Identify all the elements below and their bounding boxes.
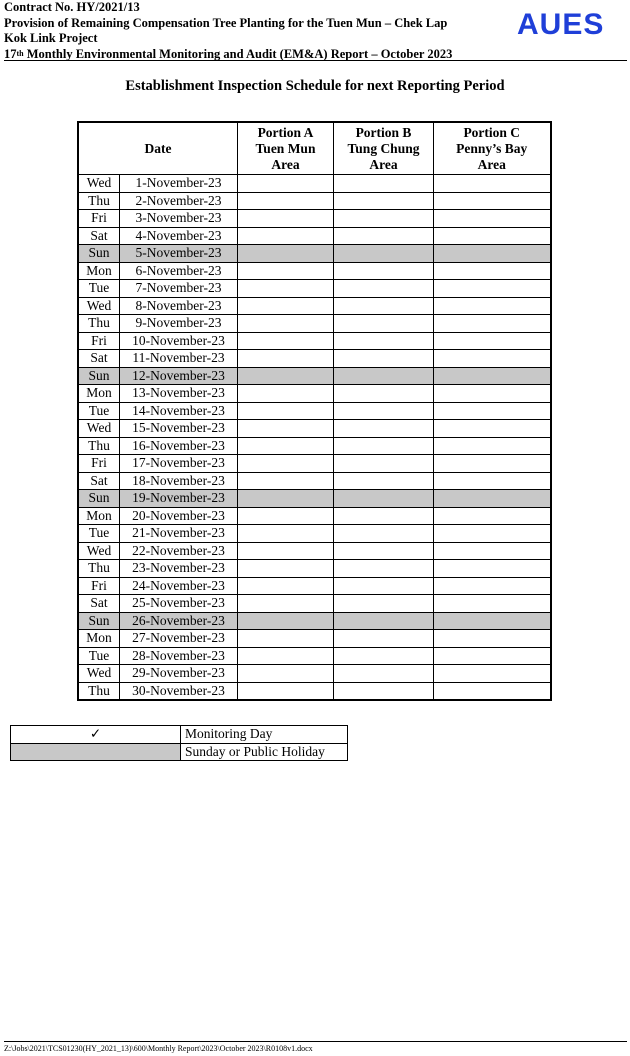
portion-b-cell xyxy=(334,665,434,683)
day-cell: Fri xyxy=(78,577,120,595)
portion-c-cell xyxy=(434,367,551,385)
portion-c-cell xyxy=(434,175,551,193)
table-row xyxy=(78,245,551,263)
table-row xyxy=(78,280,551,298)
table-row xyxy=(78,420,551,438)
portion-b-cell xyxy=(334,420,434,438)
portion-a-cell xyxy=(238,647,334,665)
date-cell: 12-November-23 xyxy=(120,367,238,385)
portion-c-cell xyxy=(434,437,551,455)
inspection-schedule-table xyxy=(77,121,552,701)
portion-c-cell xyxy=(434,262,551,280)
portion-b-header-line: Area xyxy=(369,156,398,172)
day-cell: Tue xyxy=(78,280,120,298)
table-row xyxy=(78,192,551,210)
legend-row-holiday xyxy=(11,743,348,761)
portion-b-cell xyxy=(334,647,434,665)
page-title: Establishment Inspection Schedule for next Reporting Period xyxy=(125,78,505,94)
portion-a-cell xyxy=(238,280,334,298)
portion-a-cell xyxy=(238,262,334,280)
portion-a-cell xyxy=(238,210,334,228)
legend-holiday-label: Sunday or Public Holiday xyxy=(181,743,348,761)
portion-b-cell xyxy=(334,245,434,263)
table-row xyxy=(78,577,551,595)
table-row xyxy=(78,630,551,648)
date-cell: 4-November-23 xyxy=(120,227,238,245)
report-number: 17 xyxy=(4,46,17,61)
table-row xyxy=(78,402,551,420)
portion-b-cell xyxy=(334,332,434,350)
table-row xyxy=(78,262,551,280)
day-cell: Sat xyxy=(78,227,120,245)
portion-a-cell xyxy=(238,472,334,490)
portion-a-header-line: Area xyxy=(271,156,300,172)
portion-b-cell xyxy=(334,227,434,245)
portion-c-header xyxy=(434,122,551,175)
portion-b-cell xyxy=(334,402,434,420)
day-cell: Wed xyxy=(78,420,120,438)
portion-a-cell xyxy=(238,402,334,420)
day-cell: Sun xyxy=(78,612,120,630)
file-path-footer: Z:\Jobs\2021\TCS01230(HY_2021_13)\600\Monthly Report\2023\October 2023\R0108v1.docx xyxy=(4,1044,313,1053)
report-number-suffix: th xyxy=(16,48,24,58)
day-cell: Wed xyxy=(78,175,120,193)
day-cell: Thu xyxy=(78,560,120,578)
table-row xyxy=(78,595,551,613)
portion-a-cell xyxy=(238,315,334,333)
portion-b-cell xyxy=(334,577,434,595)
portion-b-cell xyxy=(334,192,434,210)
table-row xyxy=(78,490,551,508)
portion-b-cell xyxy=(334,630,434,648)
day-cell: Thu xyxy=(78,192,120,210)
date-cell: 2-November-23 xyxy=(120,192,238,210)
date-cell: 9-November-23 xyxy=(120,315,238,333)
portion-b-cell xyxy=(334,437,434,455)
table-row xyxy=(78,175,551,193)
date-cell: 16-November-23 xyxy=(120,437,238,455)
portion-a-cell xyxy=(238,367,334,385)
portion-c-cell xyxy=(434,647,551,665)
day-cell: Mon xyxy=(78,262,120,280)
day-cell: Sat xyxy=(78,595,120,613)
portion-c-header-line: Penny’s Bay xyxy=(456,140,528,156)
day-cell: Sat xyxy=(78,350,120,368)
date-cell: 1-November-23 xyxy=(120,175,238,193)
day-cell: Fri xyxy=(78,455,120,473)
table-row xyxy=(78,315,551,333)
date-cell: 3-November-23 xyxy=(120,210,238,228)
day-cell: Fri xyxy=(78,210,120,228)
date-cell: 13-November-23 xyxy=(120,385,238,403)
portion-a-header-line: Tuen Mun xyxy=(255,140,316,156)
table-row xyxy=(78,560,551,578)
date-cell: 28-November-23 xyxy=(120,647,238,665)
table-row xyxy=(78,682,551,700)
date-cell: 29-November-23 xyxy=(120,665,238,683)
portion-a-cell xyxy=(238,542,334,560)
portion-b-cell xyxy=(334,490,434,508)
portion-a-cell xyxy=(238,595,334,613)
portion-c-cell xyxy=(434,245,551,263)
project-title-line-1: Provision of Remaining Compensation Tree Planting for the Tuen Mun – Chek Lap xyxy=(4,15,448,30)
portion-c-cell xyxy=(434,280,551,298)
table-row xyxy=(78,367,551,385)
portion-b-cell xyxy=(334,560,434,578)
portion-a-cell xyxy=(238,560,334,578)
portion-a-header xyxy=(238,122,334,175)
portion-b-header-line: Portion B xyxy=(355,124,412,140)
portion-a-cell xyxy=(238,297,334,315)
portion-b-cell xyxy=(334,472,434,490)
portion-b-cell xyxy=(334,595,434,613)
portion-c-cell xyxy=(434,385,551,403)
portion-a-cell xyxy=(238,630,334,648)
portion-a-cell xyxy=(238,227,334,245)
table-row xyxy=(78,437,551,455)
portion-c-cell xyxy=(434,507,551,525)
portion-c-cell xyxy=(434,210,551,228)
table-row xyxy=(78,297,551,315)
portion-a-cell xyxy=(238,612,334,630)
portion-a-cell xyxy=(238,525,334,543)
table-row xyxy=(78,210,551,228)
date-cell: 10-November-23 xyxy=(120,332,238,350)
table-row xyxy=(78,332,551,350)
holiday-swatch xyxy=(11,743,181,761)
portion-a-cell xyxy=(238,490,334,508)
date-cell: 8-November-23 xyxy=(120,297,238,315)
table-row xyxy=(78,507,551,525)
legend-table xyxy=(10,725,348,761)
portion-b-cell xyxy=(334,367,434,385)
portion-c-cell xyxy=(434,332,551,350)
table-row xyxy=(78,647,551,665)
portion-b-cell xyxy=(334,385,434,403)
portion-c-header-line: Area xyxy=(477,156,506,172)
portion-b-cell xyxy=(334,612,434,630)
date-cell: 7-November-23 xyxy=(120,280,238,298)
portion-c-cell xyxy=(434,455,551,473)
portion-a-cell xyxy=(238,245,334,263)
day-cell: Sat xyxy=(78,472,120,490)
portion-a-cell xyxy=(238,507,334,525)
date-cell: 18-November-23 xyxy=(120,472,238,490)
date-cell: 11-November-23 xyxy=(120,350,238,368)
header-divider xyxy=(4,60,627,61)
day-cell: Tue xyxy=(78,525,120,543)
check-icon: ✓ xyxy=(11,726,181,744)
portion-c-cell xyxy=(434,682,551,700)
portion-b-header xyxy=(334,122,434,175)
legend-row-monitoring xyxy=(11,726,348,744)
portion-c-cell xyxy=(434,192,551,210)
report-title-text: Monthly Environmental Monitoring and Audit (EM&A) Report – October 2023 xyxy=(23,46,453,61)
day-cell: Wed xyxy=(78,542,120,560)
date-cell: 30-November-23 xyxy=(120,682,238,700)
aues-logo: AUES xyxy=(517,8,605,41)
schedule-rows xyxy=(78,175,551,701)
date-cell: 15-November-23 xyxy=(120,420,238,438)
portion-b-cell xyxy=(334,542,434,560)
table-row xyxy=(78,455,551,473)
portion-c-cell xyxy=(434,665,551,683)
portion-c-cell xyxy=(434,595,551,613)
portion-b-cell xyxy=(334,262,434,280)
portion-a-cell xyxy=(238,577,334,595)
portion-c-cell xyxy=(434,525,551,543)
portion-c-cell xyxy=(434,490,551,508)
date-cell: 21-November-23 xyxy=(120,525,238,543)
day-cell: Tue xyxy=(78,402,120,420)
date-cell: 22-November-23 xyxy=(120,542,238,560)
portion-a-cell xyxy=(238,455,334,473)
portion-c-cell xyxy=(434,560,551,578)
portion-c-cell xyxy=(434,402,551,420)
portion-b-cell xyxy=(334,315,434,333)
day-cell: Mon xyxy=(78,385,120,403)
table-row xyxy=(78,525,551,543)
table-row xyxy=(78,665,551,683)
portion-c-cell xyxy=(434,630,551,648)
day-cell: Thu xyxy=(78,437,120,455)
portion-b-cell xyxy=(334,175,434,193)
portion-b-cell xyxy=(334,297,434,315)
project-title-line-2: Kok Link Project xyxy=(4,31,98,45)
portion-b-header-line: Tung Chung xyxy=(347,140,420,156)
day-cell: Fri xyxy=(78,332,120,350)
table-row xyxy=(78,385,551,403)
date-cell: 5-November-23 xyxy=(120,245,238,263)
date-column-header: Date xyxy=(78,122,238,175)
date-cell: 14-November-23 xyxy=(120,402,238,420)
day-cell: Mon xyxy=(78,507,120,525)
portion-c-cell xyxy=(434,420,551,438)
table-row xyxy=(78,350,551,368)
portion-a-cell xyxy=(238,437,334,455)
date-cell: 19-November-23 xyxy=(120,490,238,508)
date-cell: 23-November-23 xyxy=(120,560,238,578)
portion-c-cell xyxy=(434,227,551,245)
portion-b-cell xyxy=(334,455,434,473)
portion-b-cell xyxy=(334,525,434,543)
date-cell: 20-November-23 xyxy=(120,507,238,525)
portion-b-cell xyxy=(334,280,434,298)
portion-b-cell xyxy=(334,210,434,228)
day-cell: Sun xyxy=(78,490,120,508)
portion-b-cell xyxy=(334,350,434,368)
portion-a-cell xyxy=(238,420,334,438)
day-cell: Thu xyxy=(78,315,120,333)
legend-monitoring-label: Monitoring Day xyxy=(181,726,348,744)
portion-a-cell xyxy=(238,332,334,350)
portion-a-cell xyxy=(238,682,334,700)
date-cell: 25-November-23 xyxy=(120,595,238,613)
portion-a-cell xyxy=(238,192,334,210)
document-header xyxy=(4,0,500,62)
day-cell: Sun xyxy=(78,367,120,385)
portion-a-cell xyxy=(238,175,334,193)
table-row xyxy=(78,472,551,490)
day-cell: Mon xyxy=(78,630,120,648)
portion-a-cell xyxy=(238,385,334,403)
portion-a-cell xyxy=(238,350,334,368)
portion-c-cell xyxy=(434,350,551,368)
day-cell: Tue xyxy=(78,647,120,665)
date-cell: 24-November-23 xyxy=(120,577,238,595)
day-cell: Wed xyxy=(78,665,120,683)
portion-a-cell xyxy=(238,665,334,683)
portion-c-cell xyxy=(434,577,551,595)
table-row xyxy=(78,542,551,560)
portion-c-cell xyxy=(434,542,551,560)
portion-c-cell xyxy=(434,612,551,630)
date-cell: 17-November-23 xyxy=(120,455,238,473)
table-row xyxy=(78,612,551,630)
table-row xyxy=(78,227,551,245)
footer-divider xyxy=(4,1041,627,1042)
date-cell: 26-November-23 xyxy=(120,612,238,630)
portion-c-cell xyxy=(434,315,551,333)
portion-b-cell xyxy=(334,507,434,525)
contract-number: Contract No. HY/2021/13 xyxy=(4,0,140,14)
date-cell: 27-November-23 xyxy=(120,630,238,648)
portion-c-header-line: Portion C xyxy=(463,124,521,140)
date-cell: 6-November-23 xyxy=(120,262,238,280)
day-cell: Thu xyxy=(78,682,120,700)
portion-c-cell xyxy=(434,297,551,315)
portion-b-cell xyxy=(334,682,434,700)
portion-a-header-line: Portion A xyxy=(257,124,314,140)
day-cell: Sun xyxy=(78,245,120,263)
portion-c-cell xyxy=(434,472,551,490)
day-cell: Wed xyxy=(78,297,120,315)
